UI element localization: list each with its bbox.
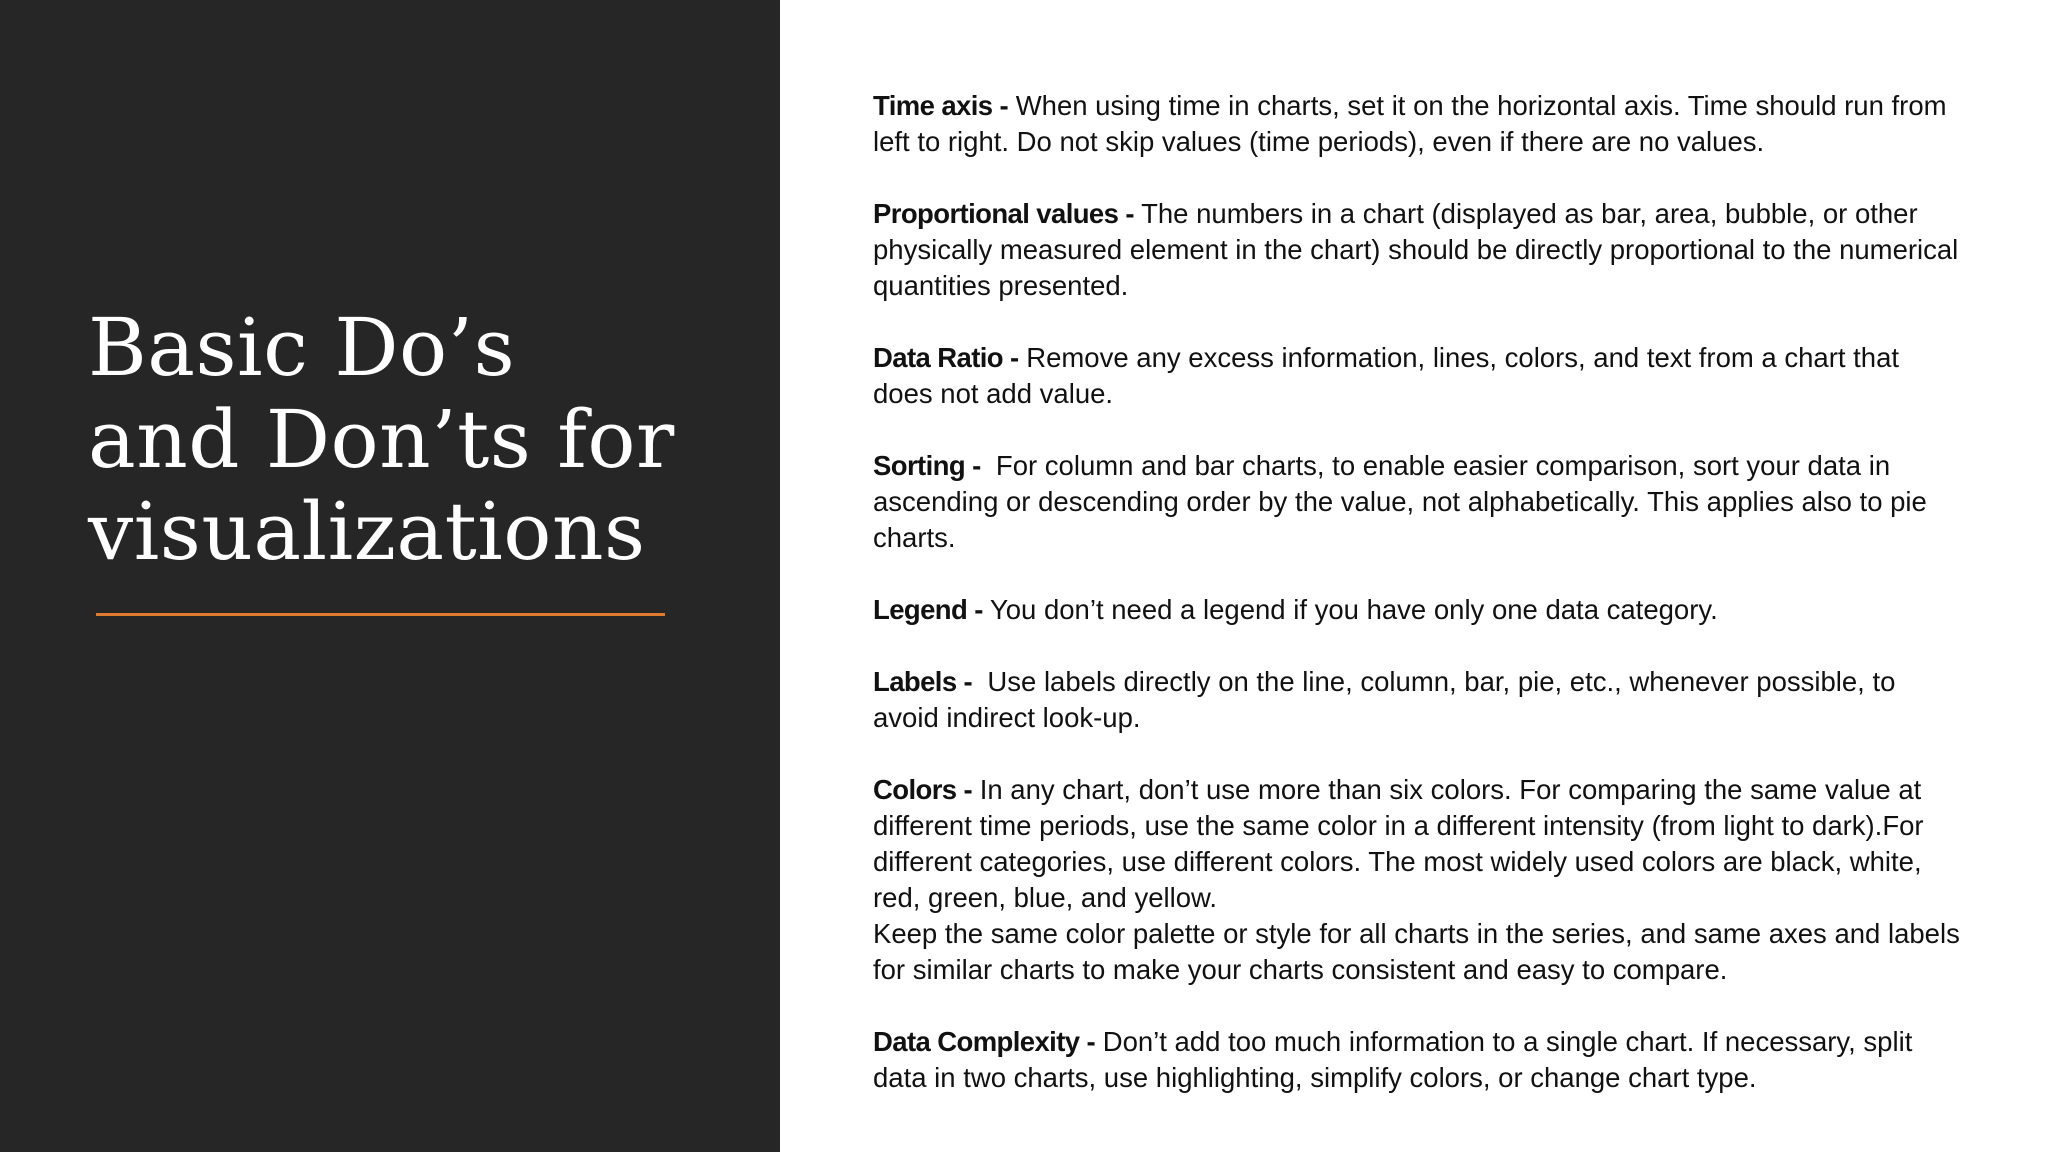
guideline-text: In any chart, don’t use more than six colors. For comparing the same value at different time periods, use the same color in a different intensity (from light to dark).For different categories, use different colors. The most widely used colors are black, white, red, green, blue, and yellow. [873, 774, 1924, 913]
guideline-text: When using time in charts, set it on the horizontal axis. Time should run from left to right. Do not skip values (time periods), even if there are no values. [873, 90, 1947, 157]
guideline-term: Labels - [873, 666, 973, 697]
title-panel [0, 0, 780, 1152]
guideline-text: For column and bar charts, to enable easier comparison, sort your data in ascending or descending order by the value, not alphabetically. This applies also to pie charts. [873, 450, 1935, 553]
title-line: Basic Do’s [88, 301, 516, 394]
guideline-sorting [873, 448, 1963, 556]
slide-title [88, 302, 748, 578]
title-line: and Don’ts for [88, 393, 675, 486]
guideline-term: Time axis - [873, 90, 1009, 121]
guideline-text: Don’t add too much information to a single chart. If necessary, split data in two charts, use highlighting, simplify colors, or change chart type. [873, 1026, 1913, 1093]
guideline-term: Proportional values - [873, 198, 1134, 229]
guideline-text: Use labels directly on the line, column, bar, pie, etc., whenever possible, to avoid indirect look-up. [873, 666, 1904, 733]
guideline-data-complexity [873, 1024, 1963, 1096]
guideline-term: Colors - [873, 774, 973, 805]
guideline-term: Legend - [873, 594, 983, 625]
guideline-term: Data Ratio - [873, 342, 1019, 373]
guideline-term: Sorting - [873, 450, 981, 481]
guideline-term: Data Complexity - [873, 1026, 1096, 1057]
guideline-proportional-values [873, 196, 1963, 304]
guideline-colors [873, 772, 1963, 988]
title-underline [96, 613, 665, 616]
guideline-text: The numbers in a chart (displayed as bar, area, bubble, or other physically measured element in the chart) should be directly proportional to the numerical quantities presented. [873, 198, 1959, 301]
guideline-text: You don’t need a legend if you have only one data category. [982, 594, 1718, 625]
guideline-legend [873, 592, 1963, 628]
guideline-text-extra: Keep the same color palette or style for all charts in the series, and same axes and labels for similar charts to make your charts consistent and easy to compare. [873, 918, 1960, 985]
guideline-data-ratio [873, 340, 1963, 412]
guidelines-list [873, 88, 1963, 1132]
guideline-text: Remove any excess information, lines, colors, and text from a chart that does not add value. [873, 342, 1899, 409]
title-line: visualizations [88, 485, 646, 578]
guideline-time-axis [873, 88, 1963, 160]
guideline-labels [873, 664, 1963, 736]
